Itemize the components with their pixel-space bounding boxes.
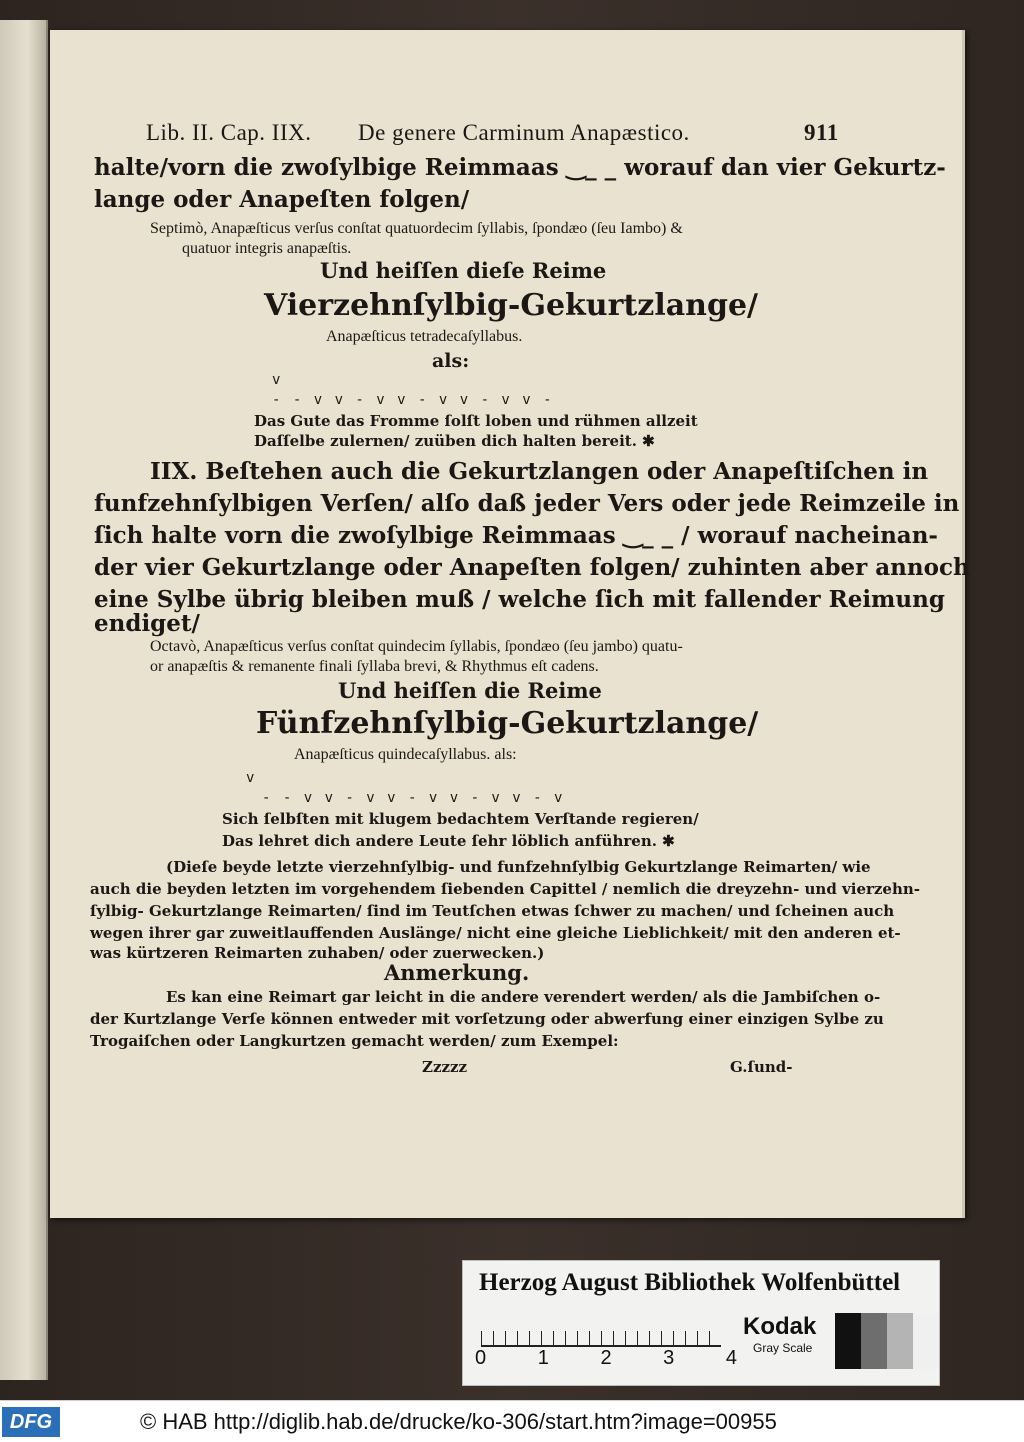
- ruler-scale: [481, 1309, 721, 1347]
- text-line: lange oder Anapeſten folgen/: [94, 186, 470, 213]
- ruler-numbers: [475, 1347, 737, 1370]
- ruler-number: 2: [600, 1347, 612, 1369]
- meter-scheme: - - v v - v v - v v - v v -: [272, 392, 554, 408]
- example-label: als:: [432, 350, 470, 372]
- latin-line: quatuor integris anapæſtis.: [182, 240, 352, 257]
- verse-line: Das lehret dich andere Leute ſehr löblich anführen. ✱: [222, 832, 675, 850]
- target-title: Herzog August Bibliothek Wolfenbüttel: [479, 1269, 901, 1296]
- text-line: IIX. Beſtehen auch die Gekurtzlangen oder Anapeſtiſchen in: [150, 458, 929, 485]
- copyright-link[interactable]: © HAB http://diglib.hab.de/drucke/ko-306/start.htm?image=00955: [140, 1409, 777, 1434]
- text-line: funfzehnſylbigen Verſen/ alſo daß jeder Vers oder jede Reimzeile in: [94, 490, 960, 517]
- text-line: endiget/: [94, 610, 200, 637]
- ruler-number: 4: [725, 1347, 737, 1369]
- ruler-number: 0: [475, 1347, 487, 1369]
- gray-patches: [835, 1313, 939, 1369]
- text-line: Trogaiſchen oder Langkurtzen gemacht werden/ zum Exempel:: [90, 1032, 619, 1050]
- facing-page-edge: [0, 20, 48, 1380]
- meter-mark: v: [246, 770, 257, 786]
- verse-line: Sich ſelbſten mit klugem bedachtem Verſtande regieren/: [222, 810, 699, 828]
- latin-line: or anapæſtis & remanente finali ſyllaba brevi, & Rhythmus eſt cadens.: [150, 658, 599, 675]
- color-calibration-target: [462, 1260, 940, 1386]
- gray-patch: [835, 1313, 861, 1369]
- meter-scheme: - - v v - v v - v v - v v - v: [262, 790, 565, 806]
- note-line: wegen ihrer gar zuweitlauffenden Auslänge/ nicht eine gleiche Lieblichkeit/ mit den anderen et-: [90, 924, 901, 942]
- section-heading: Und heiſſen die Reime: [338, 678, 602, 703]
- catchword: G.ſund-: [730, 1058, 793, 1076]
- section-heading: Und heiſſen dieſe Reime: [320, 258, 607, 283]
- text-line: der Kurtzlange Verſe können entweder mit vorſetzung oder abwerfung einer einzigen Sylbe zu: [90, 1010, 884, 1028]
- gray-patch: [861, 1313, 887, 1369]
- note-line: auch die beyden letzten im vorgehendem ſiebenden Capittel / nemlich die dreyzehn- und vierzehn-: [90, 880, 921, 898]
- note-line: was kürtzeren Reimarten zuhaben/ oder zuerwecken.): [90, 944, 545, 962]
- page-number: 911: [804, 120, 839, 145]
- footer-bar: [0, 1400, 1024, 1442]
- text-line: der vier Gekurtzlange oder Anapeſten folgen/ zuhinten aber annoch: [94, 554, 970, 581]
- text-line: Es kan eine Reimart gar leicht in die andere verendert werden/ als die Jambiſchen o-: [166, 988, 881, 1006]
- gray-scale-label: Gray Scale: [753, 1341, 813, 1355]
- text-line: halte/vorn die zwoſylbige Reimmaas ‿_ _ worauf dan vier Gekurtz-: [94, 154, 946, 181]
- signature-mark: Zzzzz: [422, 1058, 468, 1076]
- ruler-number: 3: [663, 1347, 675, 1369]
- latin-line: Septimò, Anapæſticus verſus conſtat quatuordecim ſyllabis, ſpondæo (ſeu Iambo) &: [150, 220, 683, 237]
- meter-title: Vierzehnſylbig-Gekurtzlange/: [264, 288, 758, 323]
- verse-line: Daſſelbe zulernen/ zuüben dich halten bereit. ✱: [254, 432, 655, 450]
- gray-patch: [887, 1313, 913, 1369]
- latin-line: Anapæſticus quindecaſyllabus. als:: [294, 746, 517, 763]
- running-head-left: Lib. II. Cap. IIX.: [146, 120, 312, 145]
- kodak-logo: Kodak: [743, 1313, 817, 1340]
- note-line: (Dieſe beyde letzte vierzehnſylbig- und funfzehnſylbig Gekurtzlange Reimarten/ wie: [166, 858, 871, 876]
- book-page: [50, 30, 970, 1218]
- gray-patch: [913, 1313, 939, 1369]
- verse-line: Das Gute das Fromme ſolſt loben und rühmen allzeit: [254, 412, 698, 430]
- running-head-title: De genere Carminum Anapæstico.: [358, 120, 690, 145]
- meter-title: Fünfzehnſylbig-Gekurtzlange/: [256, 706, 759, 741]
- meter-mark: v: [272, 372, 283, 388]
- text-line: ſich halte vorn die zwoſylbige Reimmaas ‿_ _ / worauf nacheinan-: [94, 522, 938, 549]
- section-heading: Anmerkung.: [384, 960, 530, 985]
- ruler-number: 1: [537, 1347, 549, 1369]
- text-line: eine Sylbe übrig bleiben muß / welche ſich mit fallender Reimung: [94, 586, 945, 613]
- dfg-logo: DFG: [2, 1407, 60, 1437]
- note-line: ſylbig- Gekurtzlange Reimarten/ ſind im Teutſchen etwas ſchwer zu machen/ und ſcheinen auch: [90, 902, 895, 920]
- latin-line: Octavò, Anapæſticus verſus conſtat quindecim ſyllabis, ſpondæo (ſeu jambo) quatu-: [150, 638, 683, 655]
- latin-line: Anapæſticus tetradecaſyllabus.: [326, 328, 523, 345]
